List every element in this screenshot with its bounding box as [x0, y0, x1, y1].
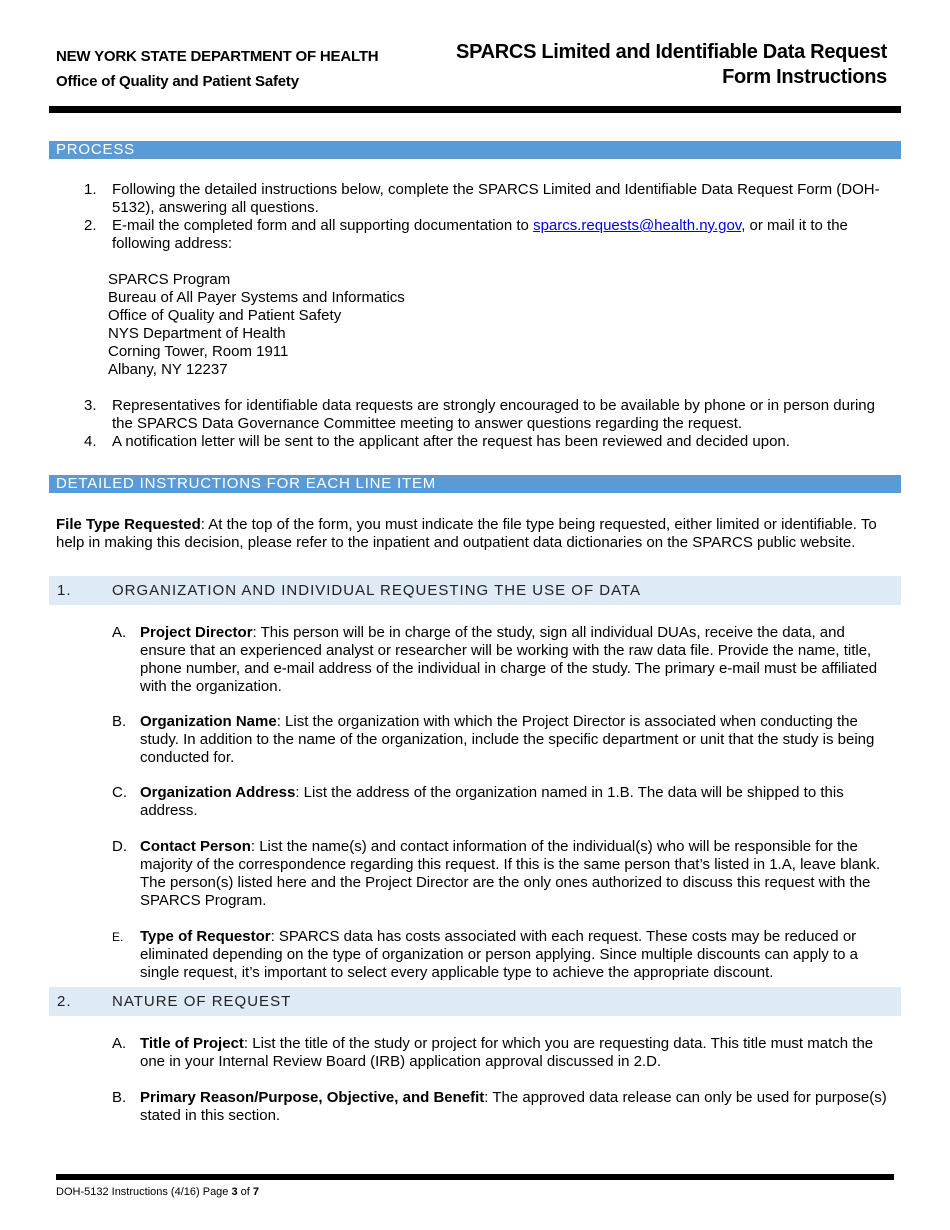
- item-letter: B.: [112, 713, 127, 730]
- section-number: 1.: [57, 582, 72, 599]
- instruction-item: [112, 624, 890, 696]
- page-total: 7: [252, 1186, 260, 1198]
- instruction-item: [112, 1089, 890, 1125]
- item-label: Organization Address: [140, 784, 296, 801]
- item-letter: A.: [112, 624, 127, 641]
- item-text: Following the detailed instructions below, complete the SPARCS Limited and Identifiable Data Request Form (DOH-5132), answering all questions.: [112, 181, 880, 216]
- item-text: : The approved data release can only be used for purpose(s) stated in this section.: [140, 1089, 887, 1124]
- file-type-paragraph: [56, 516, 890, 552]
- section-title: NATURE OF REQUEST: [112, 993, 292, 1010]
- instruction-item: [112, 1035, 890, 1071]
- process-list-1: [84, 181, 890, 253]
- process-list-2: [84, 397, 890, 451]
- item-letter: A.: [112, 1035, 127, 1052]
- item-number: 3.: [84, 397, 97, 414]
- address-line: Corning Tower, Room 1911: [108, 343, 289, 360]
- file-type-label: File Type Requested: [56, 516, 201, 533]
- section-1-heading: [49, 576, 901, 605]
- item-text-after: , or mail it to the following address:: [112, 217, 848, 252]
- item-number: 2.: [84, 217, 97, 234]
- process-item: [84, 217, 890, 253]
- item-number: 1.: [84, 181, 97, 198]
- section-number: 2.: [57, 993, 72, 1010]
- process-heading: PROCESS: [49, 141, 901, 159]
- address-line: Bureau of All Payer Systems and Informatics: [108, 289, 405, 306]
- section-1-item-b: [112, 713, 890, 767]
- address-line: Albany, NY 12237: [108, 361, 228, 378]
- section-1-item-c: [112, 784, 890, 820]
- section-1-item-e: [112, 928, 890, 982]
- instruction-item: [112, 713, 890, 767]
- item-label: Type of Requestor: [140, 928, 271, 945]
- address-line: NYS Department of Health: [108, 325, 286, 342]
- process-item: [84, 181, 890, 217]
- office-name: Office of Quality and Patient Safety: [56, 73, 299, 90]
- item-text-before: E-mail the completed form and all supporting documentation to: [112, 217, 534, 234]
- document-title: [456, 40, 887, 90]
- section-1-item-a: [112, 624, 890, 696]
- page-header: [56, 40, 887, 100]
- item-text: : List the organization with which the Project Director is associated when conducting the study. In addition to the name of the organization, include the specific department or unit that the study is being conducted for.: [140, 713, 875, 766]
- page-number: 3: [231, 1186, 238, 1198]
- item-label: Contact Person: [140, 838, 251, 855]
- page-of: of: [237, 1186, 253, 1198]
- item-text: A notification letter will be sent to the applicant after the request has been reviewed and decided upon.: [112, 433, 790, 450]
- header-divider: [49, 106, 901, 113]
- instruction-item: [112, 838, 890, 910]
- item-label: Project Director: [140, 624, 253, 641]
- item-text: : List the name(s) and contact information of the individual(s) who will be responsible for the majority of the correspondence regarding this request. If this is the same person that’s listed in 1.A, leave blank. The person(s) listed here and the Project Director are the only ones authorized to discuss this request with the SPARCS Program.: [140, 838, 881, 909]
- item-text: Representatives for identifiable data requests are strongly encouraged to be available by phone or in person during the SPARCS Data Governance Committee meeting to answer questions regarding the request.: [112, 397, 875, 432]
- file-type-text: : At the top of the form, you must indicate the file type being requested, either limited or identifiable. To help in making this decision, please refer to the inpatient and outpatient data dictionaries on the SPARCS public website.: [56, 516, 877, 551]
- item-letter: C.: [112, 784, 127, 801]
- item-number: 4.: [84, 433, 97, 450]
- section-title: ORGANIZATION AND INDIVIDUAL REQUESTING THE USE OF DATA: [112, 582, 642, 599]
- page-footer: [56, 1185, 259, 1199]
- section-2-heading: [49, 987, 901, 1016]
- form-id: DOH-5132 Instructions (4/16) Page: [56, 1186, 232, 1198]
- address-line: SPARCS Program: [108, 271, 231, 288]
- address-line: Office of Quality and Patient Safety: [108, 307, 342, 324]
- document-title-line1: SPARCS Limited and Identifiable Data Request: [456, 41, 887, 63]
- item-letter: D.: [112, 838, 127, 855]
- section-2-item-b: [112, 1089, 890, 1125]
- process-item: [84, 397, 890, 433]
- section-1-item-d: [112, 838, 890, 910]
- item-label: Title of Project: [140, 1035, 244, 1052]
- instruction-item: [112, 928, 890, 982]
- footer-divider: [56, 1174, 894, 1180]
- item-letter: E.: [112, 930, 124, 944]
- department-name: NEW YORK STATE DEPARTMENT OF HEALTH: [56, 48, 379, 65]
- detailed-instructions-heading: DETAILED INSTRUCTIONS FOR EACH LINE ITEM: [49, 475, 901, 493]
- department-block: [56, 44, 378, 94]
- item-text: : This person will be in charge of the study, sign all individual DUAs, receive the data, and ensure that an experienced analyst or researcher will be working with the raw data file. Provide the name, title, phone number, and e-mail address of the individual in charge of the study. The primary e-mail must be affiliated with the organization.: [140, 624, 878, 695]
- instruction-item: [112, 784, 890, 820]
- item-text: : List the address of the organization named in 1.B. The data will be shipped to this address.: [140, 784, 844, 819]
- item-label: Primary Reason/Purpose, Objective, and Benefit: [140, 1089, 485, 1106]
- mailing-address: [108, 271, 405, 379]
- document-title-line2: Form Instructions: [722, 66, 887, 88]
- section-2-item-a: [112, 1035, 890, 1071]
- item-label: Organization Name: [140, 713, 277, 730]
- item-text: : SPARCS data has costs associated with each request. These costs may be reduced or eliminated depending on the type of organization or person applying. Since multiple discounts can apply to a single request, it’s important to select every applicable type to achieve the appropriate discount.: [140, 928, 858, 981]
- process-item: [84, 433, 890, 451]
- item-text: : List the title of the study or project for which you are requesting data. This title must match the one in your Internal Review Board (IRB) application approval discussed in 2.D.: [140, 1035, 874, 1070]
- email-link[interactable]: sparcs.requests@health.ny.gov: [533, 217, 742, 234]
- item-letter: B.: [112, 1089, 127, 1106]
